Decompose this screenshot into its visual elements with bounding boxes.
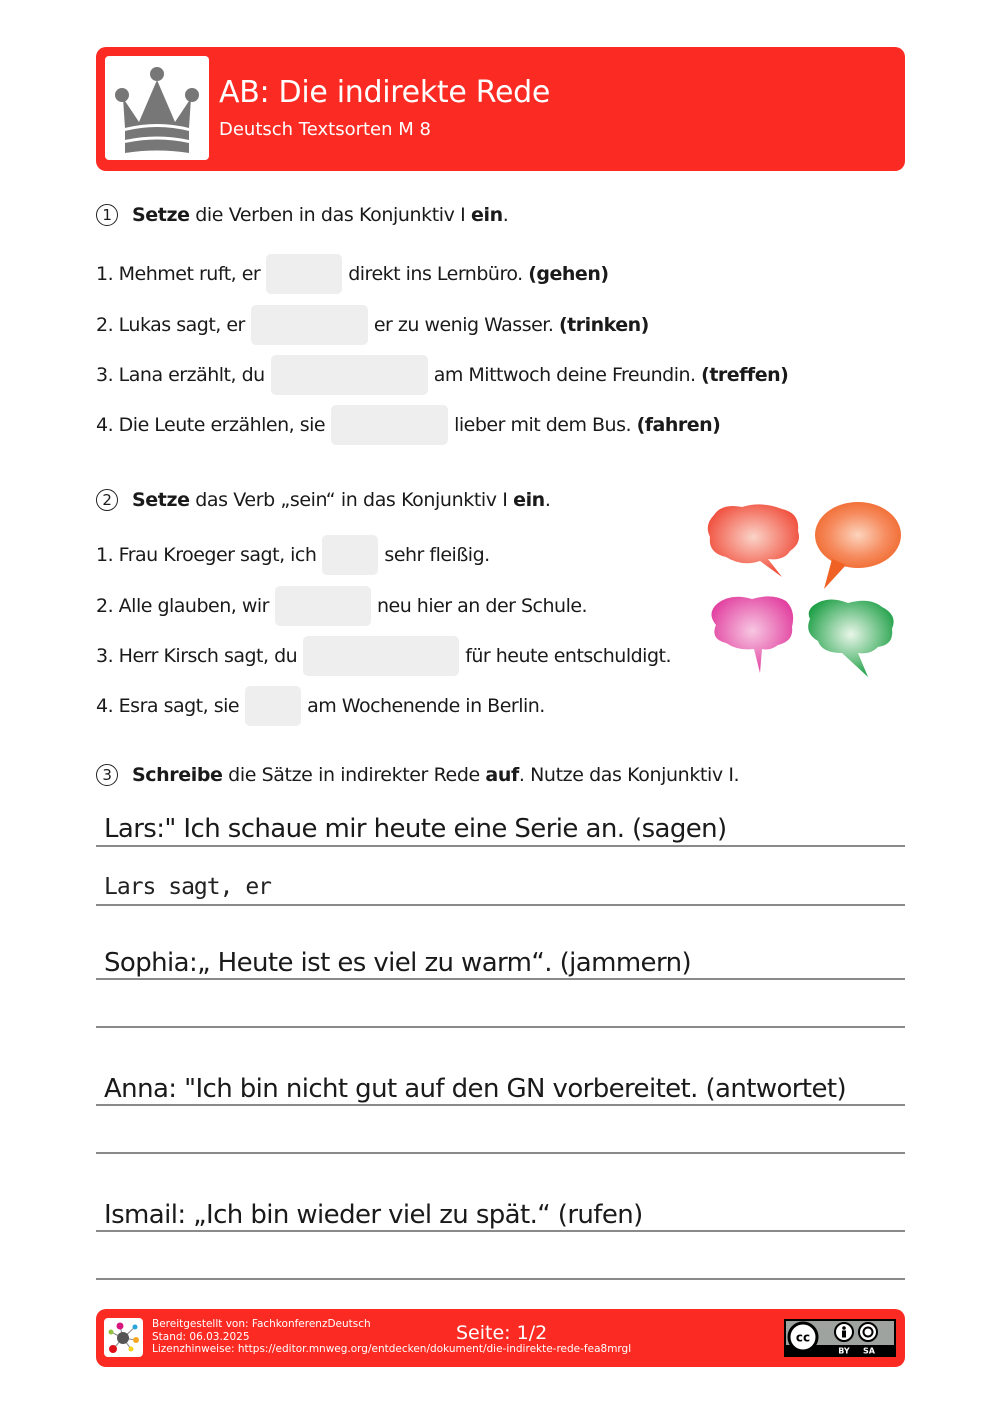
task1-item-1	[96, 254, 609, 294]
page-number: Seite: 1/2	[456, 1322, 548, 1344]
page-footer	[96, 1309, 905, 1367]
task1-item-2	[96, 305, 649, 345]
answer-blank[interactable]	[322, 535, 378, 575]
crown-icon	[105, 56, 209, 160]
task-number-badge: 2	[96, 489, 118, 511]
instruction-particle: auf	[485, 764, 519, 786]
task2-item-2	[96, 586, 587, 626]
green-bubble-icon	[808, 599, 893, 677]
task2-item-4	[96, 686, 545, 726]
instruction-text: die Sätze in indirekter Rede	[222, 764, 486, 786]
item-text-after: am Mittwoch deine Freundin.	[433, 364, 696, 386]
item-text-after: am Wochenende in Berlin.	[307, 695, 545, 717]
red-bubble-icon	[708, 504, 799, 577]
item-text-before: 2. Lukas sagt, er	[96, 314, 245, 336]
verb-hint: (treffen)	[701, 364, 789, 386]
item-text-before: 1. Mehmet ruft, er	[96, 263, 261, 285]
item-text-before: 1. Frau Kroeger sagt, ich	[96, 544, 317, 566]
writing-line[interactable]	[96, 904, 905, 906]
task1-item-4	[96, 405, 720, 445]
sentence-prompt-2: Sophia:„ Heute ist es viel zu warm“. (jammern)	[104, 948, 692, 978]
sentence-prompt-4: Ismail: „Ich bin wieder viel zu spät.“ (rufen)	[104, 1200, 643, 1230]
sentence-prompt-1: Lars:" Ich schaue mir heute eine Serie an. (sagen)	[104, 814, 727, 844]
instruction-particle: ein	[513, 489, 545, 511]
instruction-verb: Setze	[132, 204, 190, 226]
verb-hint: (fahren)	[636, 414, 721, 436]
item-text-after: lieber mit dem Bus.	[454, 414, 632, 436]
svg-text:SA: SA	[863, 1346, 875, 1355]
answer-blank[interactable]	[245, 686, 301, 726]
item-text-before: 3. Herr Kirsch sagt, du	[96, 645, 298, 667]
footer-meta	[152, 1318, 631, 1356]
instruction-end: .	[544, 489, 551, 511]
answer-blank[interactable]	[331, 405, 448, 445]
task2-item-3	[96, 636, 671, 676]
task1-instruction	[96, 204, 508, 226]
logo	[105, 56, 209, 160]
cc-icon	[789, 1323, 817, 1351]
orange-bubble-icon	[815, 502, 901, 589]
writing-line	[96, 845, 905, 847]
item-text-after: er zu wenig Wasser.	[373, 314, 554, 336]
item-text-before: 2. Alle glauben, wir	[96, 595, 269, 617]
instruction-end: .	[502, 204, 509, 226]
instruction-verb: Schreibe	[132, 764, 223, 786]
answer-blank[interactable]	[251, 305, 368, 345]
answer-blank[interactable]	[271, 355, 428, 395]
answer-line-4[interactable]	[96, 1278, 905, 1280]
answer-blank[interactable]	[275, 586, 371, 626]
verb-hint: (gehen)	[528, 263, 609, 285]
license-link[interactable]: Lizenzhinweise: https://editor.mnweg.org/entdecken/dokument/die-indirekte-rede-fea8mrgl	[152, 1343, 632, 1355]
item-text-after: neu hier an der Schule.	[376, 595, 588, 617]
writing-line	[96, 1104, 905, 1106]
document-date: Stand: 06.03.2025	[152, 1330, 250, 1343]
task2-instruction	[96, 489, 550, 511]
writing-line	[96, 978, 905, 980]
task-number-badge: 3	[96, 764, 118, 786]
by-icon	[835, 1323, 853, 1341]
task3-instruction	[96, 764, 739, 786]
item-text-after: direkt ins Lernbüro.	[348, 263, 523, 285]
instruction-verb: Setze	[132, 489, 190, 511]
answer-blank[interactable]	[303, 636, 459, 676]
item-text-before: 4. Die Leute erzählen, sie	[96, 414, 326, 436]
network-logo-icon	[104, 1318, 143, 1357]
answer-line-3[interactable]	[96, 1152, 905, 1154]
item-text-after: sehr fleißig.	[384, 544, 490, 566]
answer-line-2[interactable]	[96, 1026, 905, 1028]
instruction-particle: ein	[470, 204, 503, 226]
worksheet-header	[96, 47, 905, 171]
page-subtitle: Deutsch Textsorten M 8	[219, 119, 431, 140]
answer-blank[interactable]	[266, 254, 342, 294]
cc-by-sa-badge[interactable]	[784, 1319, 896, 1357]
task1-item-3	[96, 355, 788, 395]
pink-bubble-icon	[711, 596, 793, 673]
page-title: AB: Die indirekte Rede	[219, 75, 551, 110]
provided-by: Bereitgestellt von: FachkonferenzDeutsch	[152, 1318, 371, 1330]
instruction-text: die Verben in das Konjunktiv I	[189, 204, 471, 226]
item-text-before: 4. Esra sagt, sie	[96, 695, 240, 717]
task2-item-1	[96, 535, 490, 575]
svg-text:BY: BY	[838, 1346, 850, 1355]
item-text-before: 3. Lana erzählt, du	[96, 364, 265, 386]
writing-line	[96, 1230, 905, 1232]
instruction-text: das Verb „sein“ in das Konjunktiv I	[189, 489, 514, 511]
sa-icon	[859, 1323, 877, 1341]
speech-bubbles-illustration	[702, 495, 907, 685]
item-text-after: für heute entschuldigt.	[465, 645, 671, 667]
svg-text:cc: cc	[795, 1330, 811, 1345]
task-number-badge: 1	[96, 204, 118, 226]
answer-line-1[interactable]: Lars sagt, er	[104, 874, 272, 900]
instruction-end: . Nutze das Konjunktiv I.	[518, 764, 740, 786]
verb-hint: (trinken)	[558, 314, 649, 336]
sentence-prompt-3: Anna: "Ich bin nicht gut auf den GN vorbereitet. (antwortet)	[104, 1074, 847, 1104]
